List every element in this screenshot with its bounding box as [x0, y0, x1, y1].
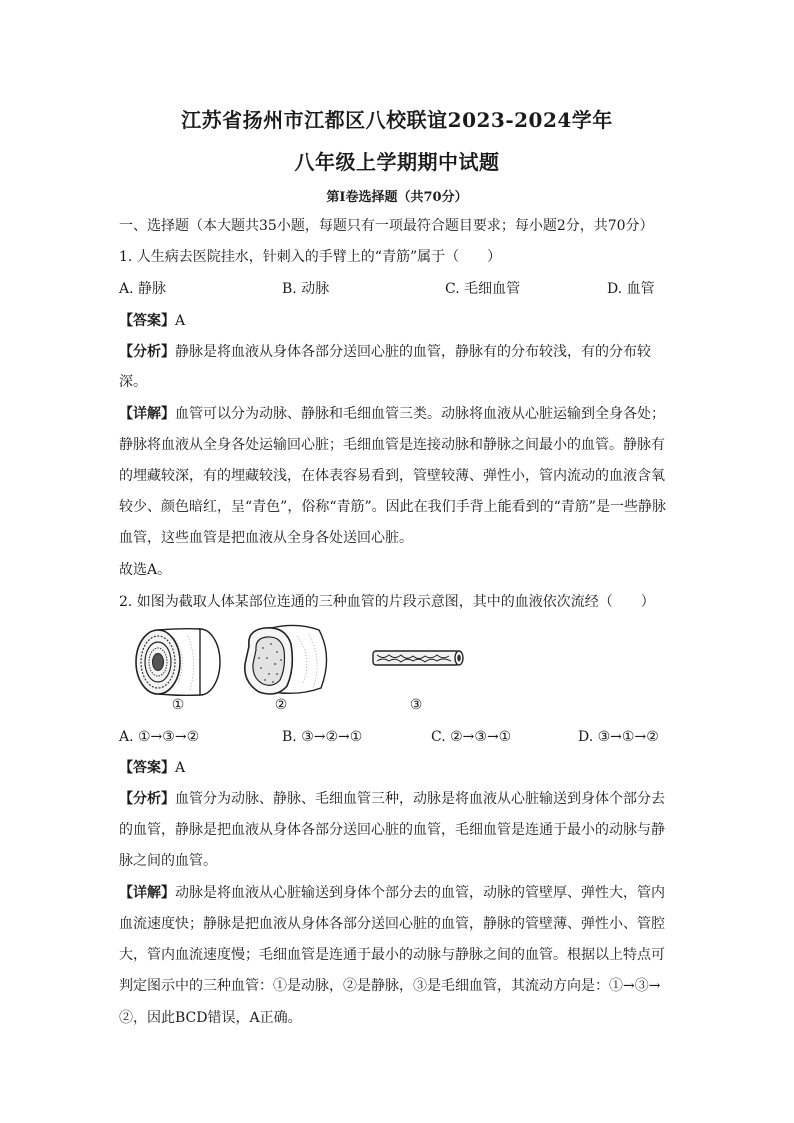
figure-label-2: ② — [274, 697, 288, 713]
q2-detail-line4: 判定图示中的三种血管：①是动脉，②是静脉，③是毛细血管，其流动方向是：①→③→ — [119, 978, 661, 994]
q1-detail-line1: 【详解】血管可以分为动脉、静脉和毛细血管三类。动脉将血液从心脏运输到全身各处； — [119, 406, 665, 422]
section-label: 【答案】 — [119, 313, 175, 329]
q2-analysis-line2: 的血管，静脉是把血液从身体各部分送回心脏的血管，毛细血管是连通于最小的动脉与静 — [119, 822, 665, 838]
q1-detail-line5: 血管，这些血管是把血液从全身各处送回心脏。 — [119, 530, 413, 546]
q2-detail-line1: 【详解】动脉是将血液从心脏输送到身体个部分去的血管，动脉的管壁厚、弹性大，管内 — [119, 885, 665, 901]
q1-detail-line3: 的埋藏较深，有的埋藏较浅，在体表容易看到，管壁较薄、弹性小，管内流动的血液含氧 — [119, 468, 665, 484]
q2-option-a: A. ①→③→② — [119, 729, 200, 745]
q1-option-c: C. 毛细血管 — [445, 281, 521, 297]
q2-detail-line3: 大，管内血流速度慢；毛细血管是连通于最小的动脉与静脉之间的血管。根据以上特点可 — [119, 947, 665, 963]
q1-analysis-line1: 【分析】静脉是将血液从身体各部分送回心脏的血管，静脉有的分布较浅，有的分布较 — [119, 344, 651, 360]
figure-label-1: ① — [171, 697, 185, 713]
q1-answer: 【答案】A — [119, 313, 186, 329]
q1-conclusion: 故选A。 — [119, 562, 172, 578]
section-heading: 第Ⅰ卷选择题（共70分） — [326, 190, 468, 205]
q2-analysis-line1: 【分析】血管分为动脉、静脉、毛细血管三种，动脉是将血液从心脏输送到身体个部分去 — [119, 791, 665, 807]
q2-option-b: B. ③→②→① — [282, 729, 363, 745]
artery-illustration — [128, 626, 228, 698]
figure-label-3: ③ — [409, 697, 423, 713]
section-label: 【分析】 — [119, 344, 175, 360]
q2-option-d: D. ③→①→② — [578, 729, 659, 745]
vein-illustration — [239, 622, 335, 698]
q2-option-c: C. ②→③→① — [431, 729, 512, 745]
q1-detail-line4: 较少、颜色暗红，呈“青色”，俗称“青筋”。因此在我们手背上能看到的“青筋”是一些静脉 — [119, 499, 666, 515]
q1-option-b: B. 动脉 — [282, 281, 330, 297]
q2-answer: 【答案】A — [119, 760, 186, 776]
q2-stem: 2. 如图为截取人体某部位连通的三种血管的片段示意图，其中的血液依次流经（ ） — [119, 594, 655, 610]
document-title-line2: 八年级上学期期中试题 — [294, 150, 500, 174]
q2-detail-line5: ②，因此BCD错误，A正确。 — [119, 1010, 302, 1026]
q2-analysis-line3: 脉之间的血管。 — [119, 853, 217, 869]
capillary-illustration — [369, 648, 465, 670]
section-label: 【详解】 — [119, 885, 175, 901]
q2-detail-line2: 血流速度快；静脉是把血液从身体各部分送回心脏的血管，静脉的管壁薄、弹性小、管腔 — [119, 916, 665, 932]
section-label: 【分析】 — [119, 791, 175, 807]
q1-analysis-line2: 深。 — [119, 374, 147, 390]
section-label: 【详解】 — [119, 406, 175, 422]
q1-detail-line2: 静脉将血液从全身各处运输回心脏；毛细血管是连接动脉和静脉之间最小的血管。静脉有 — [119, 437, 665, 453]
document-title-line1: 江苏省扬州市江都区八校联谊2023-2024学年 — [181, 108, 613, 132]
q1-option-a: A. 静脉 — [119, 281, 167, 297]
instructions: 一、选择题（本大题共35小题，每题只有一项最符合题目要求；每小题2分，共70分） — [119, 218, 654, 234]
section-label: 【答案】 — [119, 760, 175, 776]
q1-stem: 1. 人生病去医院挂水，针刺入的手臂上的“青筋”属于（ ） — [119, 249, 502, 265]
q1-option-d: D. 血管 — [607, 281, 655, 297]
